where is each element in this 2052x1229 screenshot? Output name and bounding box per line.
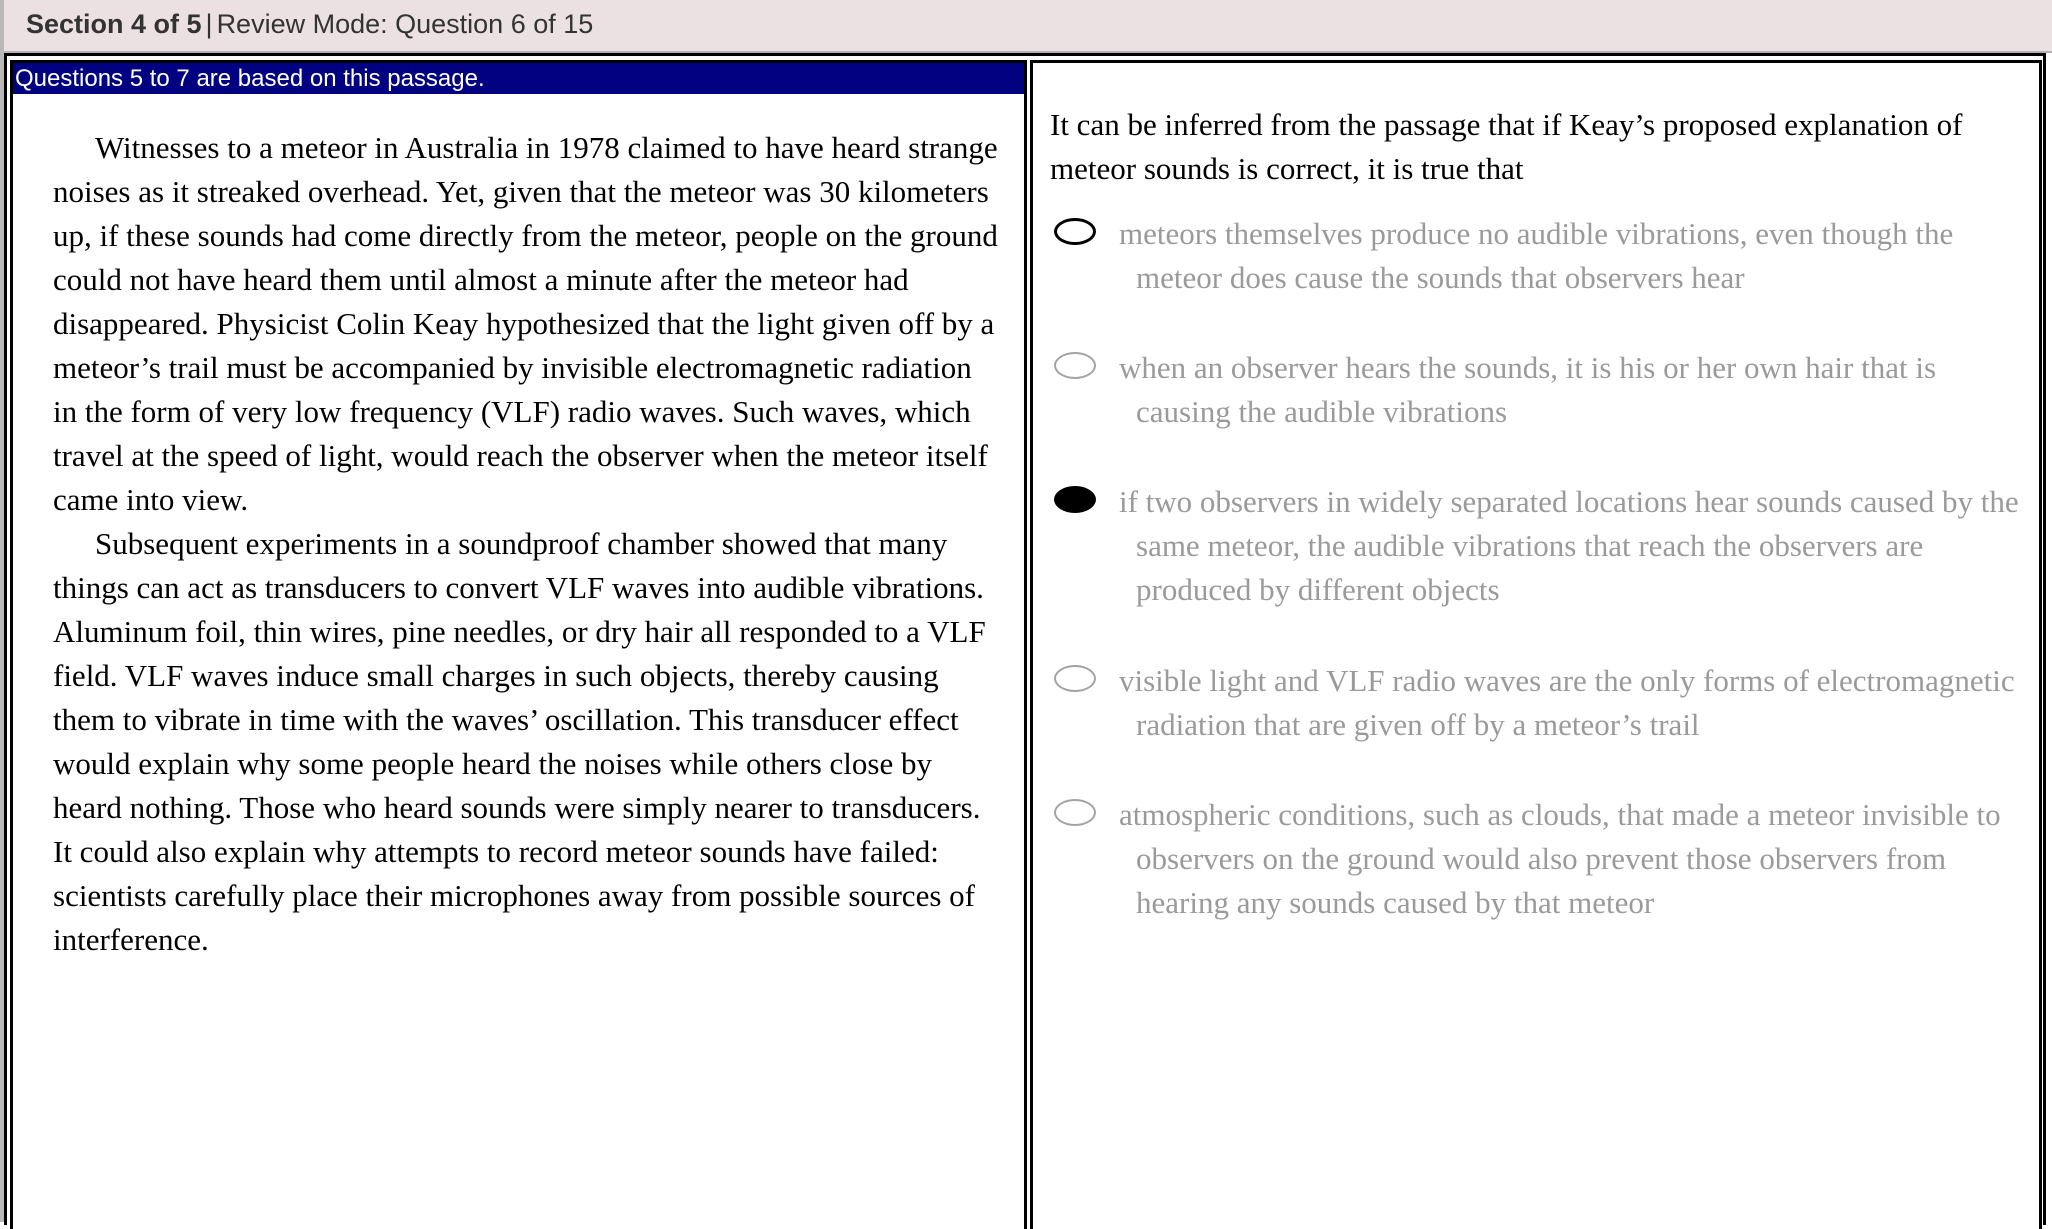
passage-title-bar: Questions 5 to 7 are based on this passage.	[13, 63, 1024, 94]
radio-button-unchecked-icon[interactable]	[1054, 799, 1096, 826]
review-mode-label: Review Mode: Question 6 of 15	[216, 9, 594, 39]
radio-button-unchecked-icon[interactable]	[1054, 665, 1096, 692]
answer-option-label[interactable]: meteors themselves produce no audible vibrations, even though the meteor does cause the sounds that observers hear	[1119, 216, 1954, 295]
answer-option-label[interactable]: atmospheric conditions, such as clouds, that made a meteor invisible to observers on the ground would also prevent those observers from hearing any sounds caused by that meteor	[1119, 797, 2001, 920]
question-pane[interactable]	[1030, 60, 2042, 1229]
section-label: Section 4 of 5	[26, 9, 202, 39]
answer-option-label[interactable]: if two observers in widely separated locations hear sounds caused by the same meteor, the audible vibrations that reach the observers are produced by different objects	[1119, 484, 2019, 607]
radio-button-unchecked-icon[interactable]	[1054, 218, 1096, 245]
passage-paragraph: Subsequent experiments in a soundproof chamber showed that many things can act as transducers to convert VLF waves into audible vibrations. Aluminum foil, thin wires, pine needles, or dry hair all responded to a VLF field. VLF waves induce small charges in such objects, thereby causing them to vibrate in time with the waves’ oscillation. This transducer effect would explain why some people heard the noises while others close by heard nothing. Those who heard sounds were simply nearer to transducers. It could also explain why attempts to record meteor sounds have failed: scientists carefully place their microphones away from possible sources of interference.	[53, 526, 986, 957]
header-separator: |	[205, 9, 213, 39]
section-status	[26, 9, 593, 40]
test-frame	[4, 53, 2046, 1225]
question-stem: It can be inferred from the passage that if Keay’s proposed explanation of meteor sounds is correct, it is true that	[1050, 107, 1963, 186]
passage-text	[53, 126, 1003, 962]
radio-button-unchecked-icon[interactable]	[1054, 352, 1096, 379]
passage-pane[interactable]	[10, 60, 1027, 1229]
radio-button-checked-icon[interactable]	[1054, 486, 1096, 513]
answer-option-label[interactable]: when an observer hears the sounds, it is his or her own hair that is causing the audible vibrations	[1119, 350, 1937, 429]
answer-option-label[interactable]: visible light and VLF radio waves are the only forms of electromagnetic radiation that are given off by a meteor’s trail	[1119, 663, 2015, 742]
header-bar	[4, 0, 2052, 53]
passage-paragraph: Witnesses to a meteor in Australia in 1978 claimed to have heard strange noises as it streaked overhead. Yet, given that the meteor was 30 kilometers up, if these sounds had come directly from the meteor, people on the ground could not have heard them until almost a minute after the meteor had disappeared. Physicist Colin Keay hypothesized that the light given off by a meteor’s trail must be accompanied by invisible electromagnetic radiation in the form of very low frequency (VLF) radio waves. Such waves, which travel at the speed of light, would reach the observer when the meteor itself came into view.	[53, 130, 998, 517]
